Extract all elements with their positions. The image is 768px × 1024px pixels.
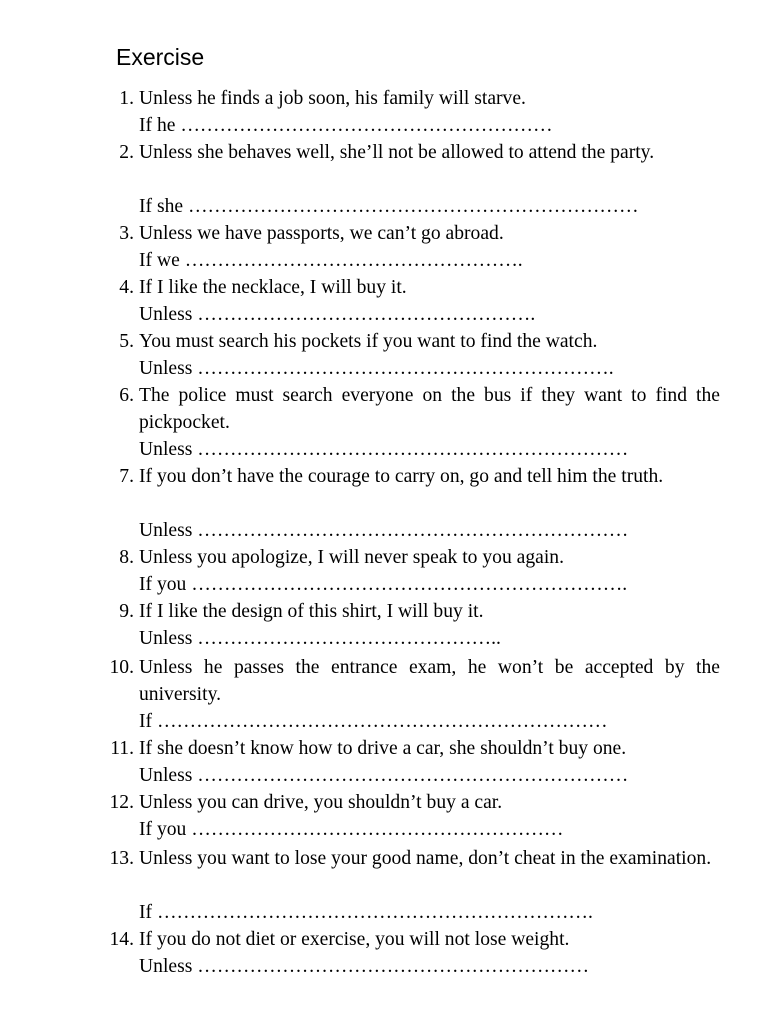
item-number: 9. bbox=[119, 601, 134, 622]
answer-prompt: Unless ………………………………………………………… bbox=[139, 520, 629, 541]
answer-prompt: Unless ………………………………………………………… bbox=[139, 765, 629, 786]
item-sentence: Unless she behaves well, she’ll not be allowed to attend the party. bbox=[139, 142, 655, 163]
item-number: 1. bbox=[119, 88, 134, 109]
item-sentence: If I like the design of this shirt, I will buy it. bbox=[139, 601, 484, 622]
item-sentence: Unless he finds a job soon, his family will starve. bbox=[139, 88, 526, 109]
answer-prompt: Unless ………………………………………………………. bbox=[139, 358, 614, 379]
item-sentence: You must search his pockets if you want to find the watch. bbox=[139, 331, 598, 352]
item-number: 6. bbox=[119, 385, 134, 406]
item-sentence: If you do not diet or exercise, you will not lose weight. bbox=[139, 929, 570, 950]
item-sentence: The police must search everyone on the bus if they want to find the pickpocket. bbox=[139, 385, 720, 433]
answer-prompt: If we ……………………………………………. bbox=[139, 250, 523, 271]
item-sentence: If you don’t have the courage to carry on, go and tell him the truth. bbox=[139, 466, 664, 487]
item-number: 10. bbox=[109, 657, 134, 678]
page-title: Exercise bbox=[116, 44, 205, 70]
answer-prompt: If she …………………………………………………………… bbox=[139, 196, 639, 217]
item-sentence: If I like the necklace, I will buy it. bbox=[139, 277, 407, 298]
item-number: 13. bbox=[109, 848, 134, 869]
answer-prompt: If you …………………………………………………………. bbox=[139, 574, 628, 595]
item-number: 3. bbox=[119, 223, 134, 244]
item-number: 7. bbox=[119, 466, 134, 487]
item-number: 12. bbox=[109, 792, 134, 813]
item-number: 14. bbox=[109, 929, 134, 950]
item-sentence: Unless you apologize, I will never speak to you again. bbox=[139, 547, 564, 568]
item-sentence: Unless you can drive, you shouldn’t buy a car. bbox=[139, 792, 503, 813]
answer-prompt: Unless …………………………………………………… bbox=[139, 956, 590, 977]
item-sentence: If she doesn’t know how to drive a car, she shouldn’t buy one. bbox=[139, 738, 627, 759]
item-number: 2. bbox=[119, 142, 134, 163]
answer-prompt: If he ………………………………………………… bbox=[139, 115, 553, 136]
answer-prompt: Unless ………………………………………………………… bbox=[139, 439, 629, 460]
item-sentence: Unless he passes the entrance exam, he won’t be accepted by the university. bbox=[139, 657, 720, 705]
answer-prompt: If you ………………………………………………… bbox=[139, 819, 564, 840]
item-number: 5. bbox=[119, 331, 134, 352]
item-number: 11. bbox=[110, 738, 134, 759]
answer-prompt: If …………………………………………………………. bbox=[139, 902, 593, 923]
item-sentence: Unless you want to lose your good name, don’t cheat in the examination. bbox=[139, 848, 712, 869]
answer-prompt: Unless ……………………………………………. bbox=[139, 304, 536, 325]
item-sentence: Unless we have passports, we can’t go abroad. bbox=[139, 223, 504, 244]
answer-prompt: Unless ……………………………………….. bbox=[139, 628, 501, 649]
answer-prompt: If …………………………………………………………… bbox=[139, 711, 608, 732]
item-number: 8. bbox=[119, 547, 134, 568]
item-number: 4. bbox=[119, 277, 134, 298]
